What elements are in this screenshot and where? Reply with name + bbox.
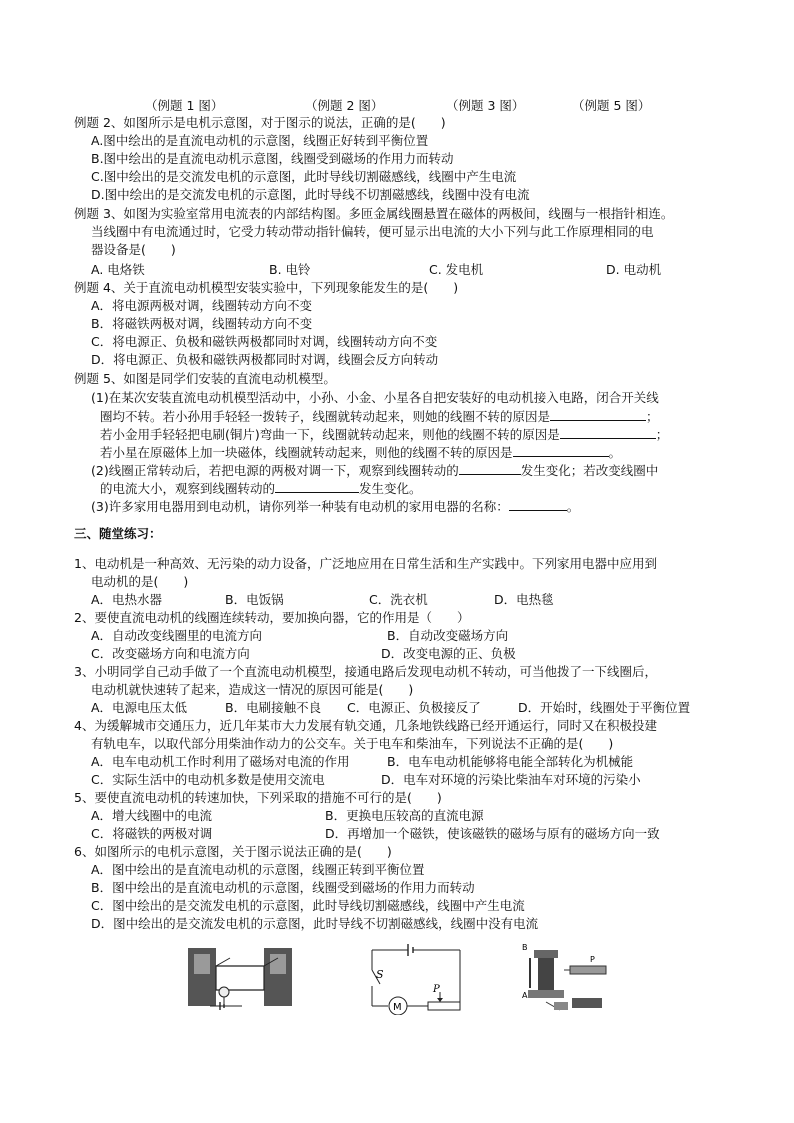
p1-option-a: A．电热水器 (91, 592, 163, 607)
p3-stem-1: 3、小明同学自己动手做了一个直流电动机模型，接通电路后发现电动机不转动，可当他拨了一下线圈后， (74, 664, 657, 679)
p1-option-b: B．电饭锅 (225, 592, 284, 607)
ex5-q1-text-xing: 若小星在原磁体上加一块磁体，线圈就转动起来，则他的线圈不转的原因是 (100, 445, 513, 460)
p6-option-a: A．图中绘出的是直流电动机的示意图，线圈正转到平衡位置 (91, 862, 425, 877)
ex5-q1-line2 (100, 407, 659, 426)
ex5-stem: 例题 5、如图是同学们安装的直流电动机模型。 (74, 371, 336, 386)
p5-option-b: B．更换电压较高的直流电源 (325, 808, 484, 823)
p5-options-row1 (91, 807, 721, 825)
p2-stem: 2、要使直流电动机的线圈连续转动，要加换向器，它的作用是（ ） (74, 610, 470, 625)
ex5-q2-text-b: 的电流大小，观察到线圈转动的 (100, 481, 276, 496)
motor-circuit-figure (360, 940, 465, 1015)
p4-options-row2 (91, 771, 721, 789)
motor-label: M (393, 1002, 402, 1013)
ex5-q1-line3 (100, 425, 668, 444)
p5-options-row2 (91, 825, 721, 843)
p3-option-a: A．电源电压太低 (91, 700, 188, 715)
rheostat-label: P (433, 984, 440, 995)
ex3-option-a: A. 电烙铁 (91, 262, 145, 277)
p2-option-a: A．自动改变线圈里的电流方向 (91, 628, 263, 643)
p3-stem-2: 电动机就快速转了起来，造成这一情况的原因可能是( ) (91, 682, 414, 697)
semicolon: ； (646, 409, 659, 424)
semicolon: ； (655, 427, 669, 442)
commutator (219, 987, 229, 997)
section-heading: 三、随堂练习： (74, 526, 162, 541)
ex5-q2-line2 (100, 479, 422, 498)
magnet-right-face (270, 954, 286, 974)
ex5-q3 (91, 497, 579, 516)
p4-stem-1: 4、为缓解城市交通压力，近几年某市大力发展有轨交通，几条地铁线路已经开通运行，同时又在积极投建 (74, 718, 657, 733)
answer-blank-xing[interactable] (513, 443, 609, 457)
ex5-q2-text-b2: 发生变化。 (359, 481, 422, 496)
p4-option-a: A．电车电动机工作时利用了磁场对电流的作用 (91, 754, 350, 769)
coil-frame (216, 966, 264, 990)
ex2-stem: 例题 2、如图所示是电机示意图，对于图示的说法，正确的是( ) (74, 115, 446, 130)
p1-option-c: C．洗衣机 (369, 592, 428, 607)
p6-option-d: D．图中绘出的是交流发电机的示意图，此时导线不切割磁感线，线圈中没有电流 (91, 916, 539, 931)
coil-edge (216, 958, 230, 966)
p3-option-d: D．开始时，线圈处于平衡位置 (518, 700, 691, 715)
answer-blank-sun[interactable] (550, 407, 646, 421)
ex5-q1-line4 (100, 443, 621, 462)
p1-stem-2: 电动机的是( ) (91, 574, 189, 589)
p1-stem-1: 1、电动机是一种高效、无污染的动力设备，广泛地应用在日常生活和生产实践中。下列家用电器中应用到 (74, 556, 657, 571)
p4-option-d: D．电车对环境的污染比柴油车对环境的污染小 (381, 772, 641, 787)
ex2-option-d: D.图中绘出的是交流发电机的示意图，此时导线不切割磁感线，线圈中没有电流 (91, 187, 530, 202)
rheostat (428, 1002, 460, 1010)
answer-blank-jin[interactable] (560, 425, 656, 439)
p6-stem: 6、如图所示的电机示意图，关于图示说法正确的是( ) (74, 844, 392, 859)
coil-cap (534, 950, 558, 958)
p2-options-row1 (91, 627, 711, 645)
ex2-option-b: B.图中绘出的是直流电动机示意图，线圈受到磁场的作用力而转动 (91, 151, 454, 166)
p2-option-c: C．改变磁场方向和电流方向 (91, 646, 250, 661)
caption-ex1: （例题 1 图） (145, 98, 224, 113)
battery-box (572, 998, 602, 1008)
caption-ex3: （例题 3 图） (446, 98, 525, 113)
p6-option-b: B．图中绘出的是直流电动机的示意图，线圈受到磁场的作用力而转动 (91, 880, 475, 895)
ex4-stem: 例题 4、关于直流电动机模型安装实验中，下列现象能发生的是( ) (74, 280, 459, 295)
ex3-stem-2: 当线圈中有电流通过时，它受力转动带动指针偏转，便可显示出电流的大小下列与此工作原理相同的电 (91, 224, 654, 239)
p4-option-b: B．电车电动机能够将电能全部转化为机械能 (387, 754, 634, 769)
ex4-option-d: D．将电源正、负极和磁铁两极都同时对调，线圈会反方向转动 (91, 352, 439, 367)
ex3-option-c: C. 发电机 (429, 262, 484, 277)
slider-arrow (437, 998, 443, 1002)
apparatus-figure (520, 938, 610, 1014)
ex5-q2-text-a2: 发生变化；若改变线圈中 (520, 463, 659, 478)
p5-option-c: C．将磁铁的两极对调 (91, 826, 213, 841)
ex4-option-a: A．将电源两极对调，线圈转动方向不变 (91, 298, 313, 313)
motor-magnet-figure (186, 944, 296, 1014)
ex2-option-a: A.图中绘出的是直流电动机的示意图，线圈正好转到平衡位置 (91, 133, 429, 148)
p3-options (91, 699, 721, 717)
ex3-stem-3: 器设备是( ) (91, 242, 176, 257)
ex3-option-d: D. 电动机 (606, 262, 662, 277)
p2-option-d: D．改变电源的正、负极 (381, 646, 516, 661)
ex5-q3-text: (3)许多家用电器用到电动机，请你列举一种装有电动机的家用电器的名称： (91, 499, 509, 514)
p6-option-c: C．图中绘出的是交流发电机的示意图，此时导线切割磁感线，线圈中产生电流 (91, 898, 525, 913)
p5-option-d: D．再增加一个磁铁，使该磁铁的磁场与原有的磁场方向一致 (325, 826, 660, 841)
answer-blank-appliance[interactable] (509, 497, 567, 511)
label-p: P (590, 955, 595, 964)
ex4-option-b: B．将磁铁两极对调，线圈转动方向不变 (91, 316, 313, 331)
ex5-q1-text-sun: 圈均不转。若小孙用手轻轻一拨转子，线圈就转动起来，则她的线圈不转的原因是 (100, 409, 551, 424)
caption-ex5: （例题 5 图） (572, 98, 651, 113)
ex2-option-c: C.图中绘出的是交流发电机的示意图，此时导线切割磁感线，线圈中产生电流 (91, 169, 517, 184)
p3-option-b: B．电刷接触不良 (225, 700, 322, 715)
label-b: B (522, 943, 528, 952)
coil-body (538, 956, 554, 990)
p5-option-a: A．增大线圈中的电流 (91, 808, 213, 823)
switch-base (554, 1002, 568, 1010)
p1-options (91, 591, 711, 609)
ex3-option-b: B. 电铃 (269, 262, 311, 277)
rheostat (570, 966, 606, 974)
caption-ex2: （例题 2 图） (305, 98, 384, 113)
answer-blank-direction[interactable] (459, 461, 521, 475)
ex5-q2-line1 (91, 461, 658, 480)
switch-label: S (376, 968, 384, 981)
period: 。 (608, 445, 622, 460)
p3-option-c: C．电源正、负极接反了 (347, 700, 481, 715)
p2-options-row2 (91, 645, 711, 663)
ex3-stem-1: 例题 3、如图为实验室常用电流表的内部结构图。多匝金属线圈悬置在磁体的两极间，线圈与一根指针相连。 (74, 206, 674, 221)
p4-stem-2: 有轨电车，以取代部分用柴油作动力的公交车。关于电车和柴油车，下列说法不正确的是( ) (91, 736, 614, 751)
magnet-left-face (194, 954, 210, 974)
base-plate (528, 990, 564, 998)
p1-option-d: D．电热毯 (494, 592, 554, 607)
ex4-option-c: C．将电源正、负极和磁铁两极都同时对调，线圈转动方向不变 (91, 334, 438, 349)
period: 。 (566, 499, 580, 514)
ex3-options (91, 261, 711, 279)
p2-option-b: B．自动改变磁场方向 (387, 628, 509, 643)
p4-options-row1 (91, 753, 721, 771)
p5-stem: 5、要使直流电动机的转速加快，下列采取的措施不可行的是( ) (74, 790, 442, 805)
answer-blank-speed[interactable] (275, 479, 359, 493)
p4-option-c: C．实际生活中的电动机多数是使用交流电 (91, 772, 325, 787)
ex5-q1-line1: (1)在某次安装直流电动机模型活动中，小孙、小金、小星各自把安装好的电动机接入电路，闭合开关线 (91, 390, 659, 405)
ex5-q1-text-jin: 若小金用手轻轻把电刷(铜片)弯曲一下，线圈就转动起来，则他的线圈不转的原因是 (100, 427, 560, 442)
label-a: A (522, 991, 528, 1000)
ex5-q2-text-a: (2)线圈正常转动后，若把电源的两极对调一下，观察到线圈转动的 (91, 463, 459, 478)
